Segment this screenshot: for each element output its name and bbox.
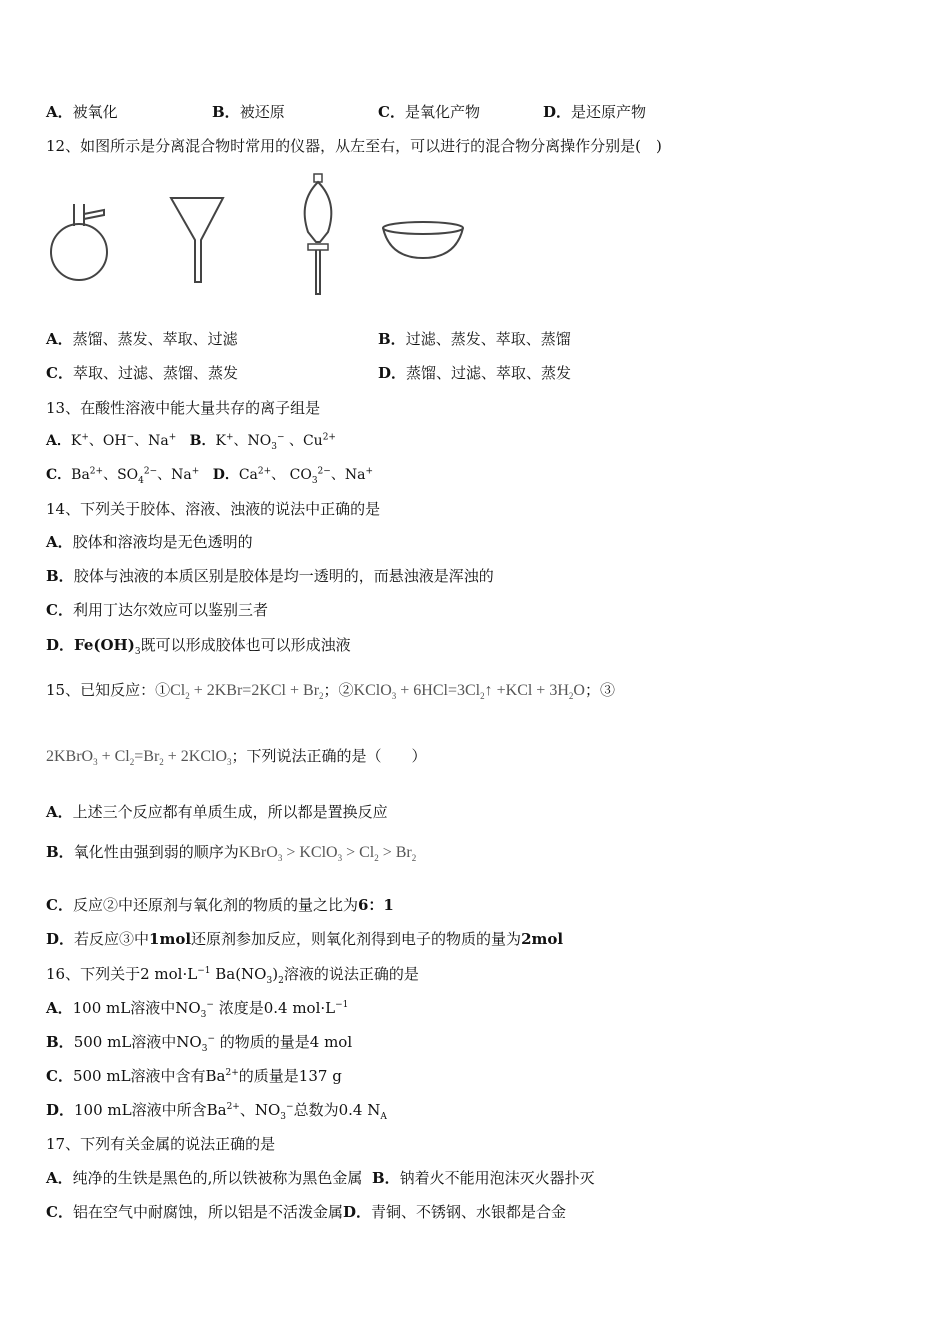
q14-option-c: C．利用丁达尔效应可以鉴别三者	[46, 601, 268, 619]
q14-option-b: B．胶体与浊液的本质区别是胶体是均一透明的，而悬浊液是浑浊的	[46, 567, 494, 585]
q17-options-ab: A．纯净的生铁是黑色的,所以铁被称为黑色金属 B．钠着火不能用泡沫灭火器扑灭	[46, 1169, 595, 1187]
q15-stem: 15、已知反应：$①Cl_2 + 2KBr=2KCl + Br_2$；②KClO$_3$ + $6HCl=3Cl_2↑ +KCl + 3H_2O$；③	[46, 681, 615, 702]
q11-option-d: D．是还原产物	[543, 103, 647, 121]
q13-options-cd: C．$Ba^{2+}$、$SO_4^{2-}$、Na+ D．$Ca^{2+}$、 $CO_3^{2-}$、Na+	[46, 466, 373, 486]
q16-stem: 16、下列关于2 $mol\cdot L^{-1}$ $Ba(NO_3)_2$溶液的说法正确的是	[46, 965, 419, 986]
separatory-funnel-icon	[296, 172, 340, 300]
q15-option-a: A．上述三个反应都有单质生成，所以都是置换反应	[46, 803, 388, 821]
funnel-icon	[168, 194, 226, 288]
q15-option-b: B．氧化性由强到弱的顺序为KBrO$_3$ > KClO$_3$ > $Cl_2 > Br_2$	[46, 843, 417, 864]
q15-stem-cont: 2KBrO$_3$ + $Cl_2=Br_2$ + 2KClO$_3$；下列说法正确的是（ ）	[46, 747, 427, 768]
q15-option-d: D．若反应③中1mol还原剂参加反应，则氧化剂得到电子的物质的量为2mol	[46, 930, 564, 948]
q16-option-d: D．100 mL溶液中所含$Ba^{2+}$、$NO_3^-$总数为0.4 $N_A$	[46, 1101, 387, 1122]
q11-option-c: C．是氧化产物	[378, 103, 480, 121]
q13-options-ab: A．K+、OH−、Na+ B．K+、$NO_3^-$ 、$Cu^{2+}$	[46, 432, 336, 452]
q12-option-c: C．萃取、过滤、蒸馏、蒸发	[46, 364, 238, 382]
q12-option-a: A．蒸馏、蒸发、萃取、过滤	[46, 330, 238, 348]
q13-stem: 13、在酸性溶液中能大量共存的离子组是	[46, 399, 321, 417]
q11-option-b: B．被还原	[212, 103, 285, 121]
reaction-3: 2KBrO$_3$ + $Cl_2=Br_2$ + 2KClO$_3$	[46, 748, 232, 768]
evaporating-dish-icon	[380, 218, 466, 264]
q16-option-a: A．100 mL溶液中$NO_3^-$ 浓度是0.4 $mol\cdot L^{-1}$	[46, 999, 349, 1020]
q12-option-b: B．过滤、蒸发、萃取、蒸馏	[378, 330, 571, 348]
q14-option-d: D．$Fe(OH)_3$既可以形成胶体也可以形成浊液	[46, 636, 351, 657]
q12-option-d: D．蒸馏、过滤、萃取、蒸发	[378, 364, 572, 382]
distillation-flask-icon	[46, 196, 112, 288]
q16-option-c: C．500 mL溶液中含有$Ba^{2+}$的质量是137 g	[46, 1067, 342, 1085]
q11-option-a: A．被氧化	[46, 103, 118, 121]
q16-option-b: B．500 mL溶液中$NO_3^-$ 的物质的量是4 mol	[46, 1033, 353, 1054]
q17-options-cd: C．铝在空气中耐腐蚀，所以铝是不活泼金属D．青铜、不锈钢、水银都是合金	[46, 1203, 566, 1221]
q14-option-a: A．胶体和溶液均是无色透明的	[46, 533, 253, 551]
q15-option-c: C．反应②中还原剂与氧化剂的物质的量之比为6：1	[46, 896, 394, 914]
reaction-1: $Cl_2 + 2KBr=2KCl + Br_2$	[170, 682, 324, 702]
q12-stem: 12、如图所示是分离混合物时常用的仪器，从左至右，可以进行的混合物分离操作分别是( )	[46, 137, 662, 155]
reaction-2: KClO$_3$ + $6HCl=3Cl_2↑ +KCl + 3H_2O$	[353, 682, 585, 702]
q17-stem: 17、下列有关金属的说法正确的是	[46, 1135, 276, 1153]
q14-stem: 14、下列关于胶体、溶液、浊液的说法中正确的是	[46, 500, 381, 518]
